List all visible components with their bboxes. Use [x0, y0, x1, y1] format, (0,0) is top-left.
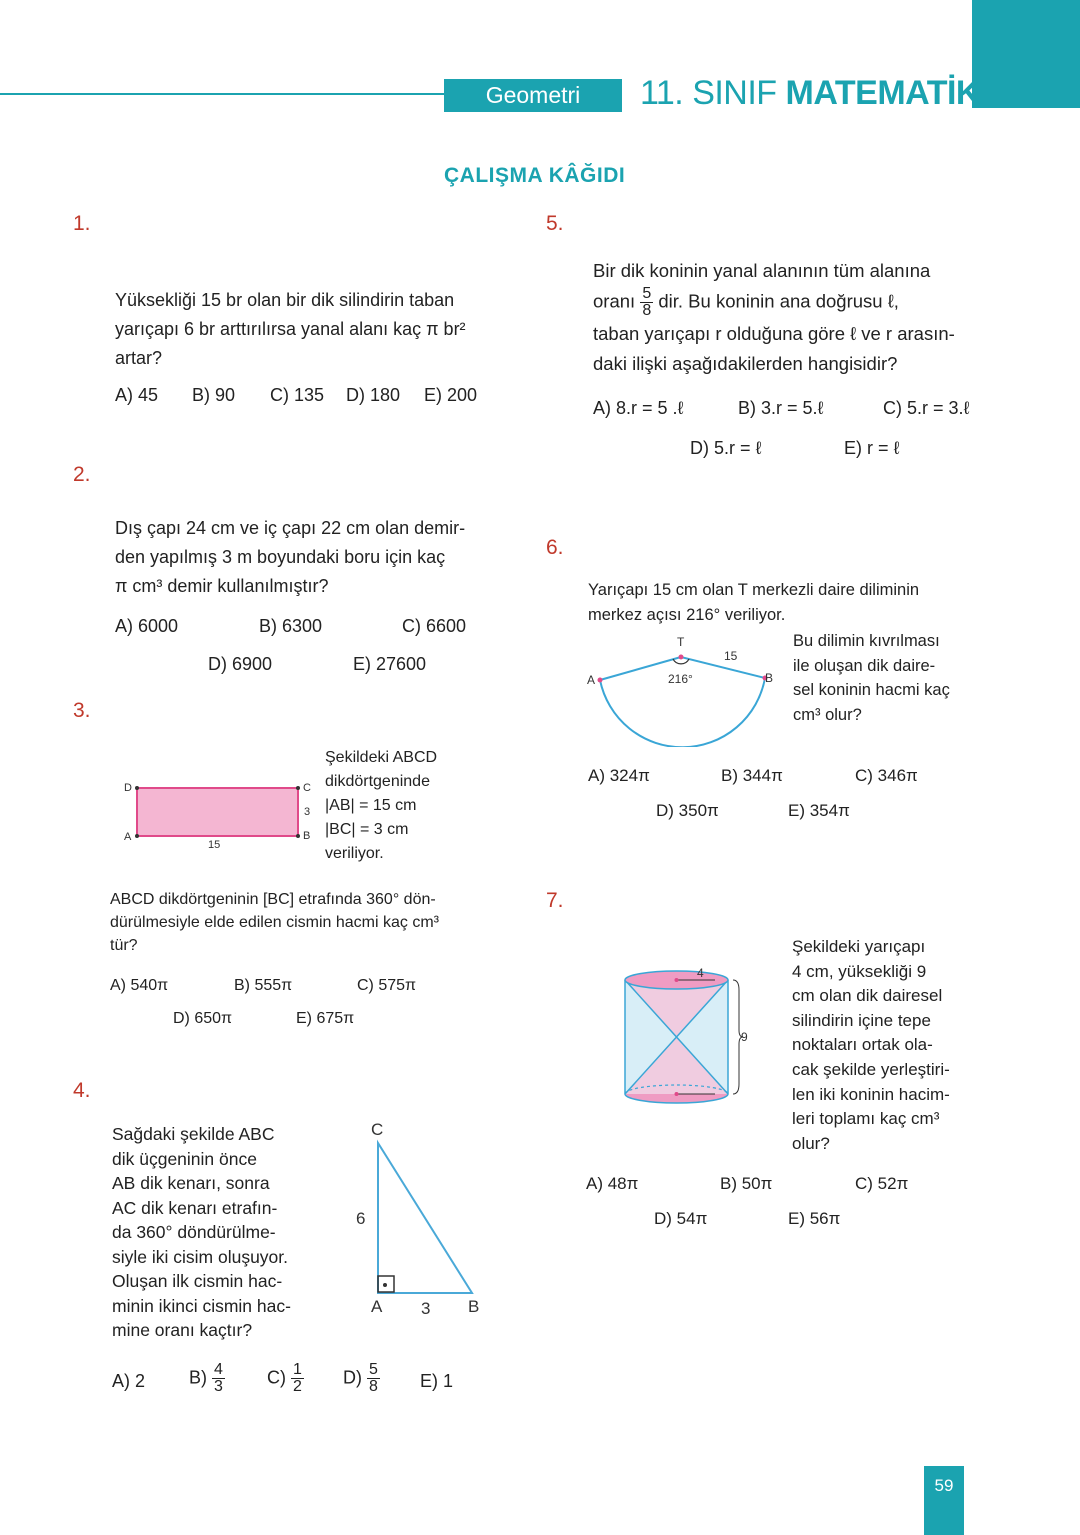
question-1-text: [115, 286, 466, 373]
ratio-suffix: dir. Bu koninin ana doğrusu ℓ,: [658, 290, 899, 312]
option[interactable]: E) 1: [420, 1371, 454, 1391]
text-line: Dış çapı 24 cm ve iç çapı 22 cm olan demir-: [115, 518, 466, 538]
option-label: B): [189, 1367, 207, 1388]
question-5-text: [593, 256, 955, 379]
option[interactable]: A) 8.r = 5 .ℓ: [593, 398, 684, 418]
endpoint-dot: [598, 678, 603, 683]
text-line: |BC| = 3 cm: [325, 821, 409, 838]
text-line: AB dik kenarı, sonra: [112, 1173, 270, 1193]
label-ac-length: 6: [356, 1209, 366, 1228]
vertex-dot: [296, 786, 300, 790]
text-line: daki ilişki aşağıdakilerden hangisidir?: [593, 353, 898, 374]
option[interactable]: D) 650π: [173, 1010, 233, 1027]
text-line: cm olan dik dairesel: [792, 986, 943, 1006]
vertex-dot: [135, 786, 139, 790]
cylinder-with-cones-figure: [615, 960, 755, 1110]
text-line: cak şekilde yerleştiri-: [792, 1059, 950, 1079]
text-line: dikdörtgeninde: [325, 773, 430, 790]
label-radius: 15: [724, 649, 738, 663]
option[interactable]: C) 346π: [855, 766, 918, 785]
course-title: [640, 74, 980, 113]
question-3-side-text: [325, 746, 437, 866]
sector-shape: [600, 657, 765, 747]
option[interactable]: C) 6600: [402, 616, 467, 636]
option[interactable]: [343, 1362, 380, 1395]
text-line: Şekildeki ABCD: [325, 749, 438, 766]
circular-sector-figure: [585, 632, 785, 747]
label-b: B: [765, 671, 774, 685]
text-line: leri toplamı kaç cm³: [792, 1109, 940, 1129]
option[interactable]: A) 540π: [110, 977, 169, 994]
right-triangle-figure: [345, 1115, 495, 1320]
option[interactable]: C) 135: [270, 385, 325, 405]
option[interactable]: A) 45: [115, 385, 159, 405]
fraction: [640, 286, 653, 319]
text-line: len iki koninin hacim-: [792, 1084, 950, 1104]
vertex-dot: [135, 834, 139, 838]
numerator: 5: [369, 1361, 378, 1378]
text-line: taban yarıçapı r olduğuna göre ℓ ve r arasın-: [593, 323, 955, 344]
vertex-dot: [296, 834, 300, 838]
text-line: ABCD dikdörtgeninin [BC] etrafında 360° dön-: [110, 891, 436, 908]
label-ab-length: 3: [421, 1299, 431, 1318]
label-angle: 216°: [668, 672, 693, 686]
text-line: artar?: [115, 348, 163, 368]
text-line: AC dik kenarı etrafın-: [112, 1197, 278, 1218]
label-b: B: [468, 1297, 480, 1316]
label-c: C: [371, 1120, 384, 1139]
question-number: 5.: [546, 212, 564, 235]
text-line: olur?: [792, 1133, 830, 1153]
label-c: C: [303, 782, 311, 794]
option[interactable]: C) 5.r = 3.ℓ: [883, 398, 970, 418]
text-line: Bir dik koninin yanal alanının tüm alanına: [593, 260, 931, 281]
option[interactable]: E) 200: [424, 385, 478, 405]
header-corner-block: [972, 0, 1080, 108]
text-line: 4 cm, yüksekliği 9: [792, 961, 927, 981]
numerator: 5: [642, 285, 652, 302]
text-line: Şekildeki yarıçapı: [792, 937, 926, 956]
numerator: 4: [214, 1361, 223, 1378]
center-dot: [675, 1092, 679, 1096]
text-line: yarıçapı 6 br arttırılırsa yanal alanı kaç π br²: [115, 319, 466, 339]
option[interactable]: A) 48π: [586, 1174, 639, 1193]
option[interactable]: D) 6900: [208, 654, 273, 674]
text-line: dik üçgeninin önce: [112, 1148, 257, 1169]
center-dot: [679, 655, 684, 660]
fraction: [291, 1362, 304, 1395]
text-line: Oluşan ilk cismin hac-: [112, 1271, 283, 1291]
subject-badge: [444, 79, 622, 112]
rectangle-shape: [137, 788, 298, 836]
text-line: Yarıçapı 15 cm olan T merkezli daire diliminin: [588, 581, 920, 599]
question-4-text: [112, 1122, 291, 1343]
question-6-side-text: [793, 629, 950, 727]
option-label: D): [343, 1367, 362, 1388]
text-line: tür?: [110, 937, 138, 954]
question-number: 1.: [73, 212, 91, 235]
text-line: dürülmesiyle elde edilen cismin hacmi kaç cm³: [110, 914, 440, 931]
center-dot: [675, 978, 679, 982]
text-line: sel koninin hacmi kaç: [793, 681, 950, 699]
question-number: 6.: [546, 536, 564, 559]
label-b: B: [303, 830, 311, 842]
triangle-shape: [378, 1143, 472, 1293]
option[interactable]: D) 180: [346, 385, 401, 405]
option[interactable]: B) 344π: [721, 766, 783, 785]
question-number: 7.: [546, 889, 564, 912]
question-6-text: [588, 578, 919, 628]
text-line: den yapılmış 3 m boyundaki boru için kaç: [115, 547, 446, 567]
label-height: 9: [741, 1030, 748, 1044]
option[interactable]: E) 354π: [788, 801, 850, 820]
page-number: 59: [924, 1466, 964, 1535]
text-line: π cm³ demir kullanılmıştır?: [115, 576, 329, 596]
option[interactable]: C) 52π: [855, 1174, 909, 1193]
option[interactable]: [267, 1362, 304, 1395]
option[interactable]: E) 27600: [353, 654, 427, 674]
text-line: noktaları ortak ola-: [792, 1035, 933, 1055]
option[interactable]: A) 324π: [588, 766, 650, 785]
subject-label: Geometri: [485, 82, 581, 108]
question-number: 4.: [73, 1079, 91, 1102]
option[interactable]: D) 350π: [656, 801, 719, 820]
option[interactable]: E) 675π: [296, 1010, 355, 1027]
question-7-side-text: [792, 935, 950, 1156]
text-line: Yüksekliği 15 br olan bir dik silindirin taban: [115, 290, 455, 310]
option[interactable]: E) r = ℓ: [844, 438, 900, 458]
option[interactable]: A) 6000: [115, 616, 179, 636]
option[interactable]: C) 575π: [357, 977, 417, 994]
denominator: 8: [642, 302, 652, 319]
label-ab-length: 15: [208, 839, 221, 851]
question-2-text: [115, 514, 465, 601]
option[interactable]: B) 6300: [259, 616, 323, 636]
option[interactable]: B) 50π: [720, 1174, 773, 1193]
text-line: da 360° döndürülme-: [112, 1222, 276, 1242]
text-line: siyle iki cisim oluşuyor.: [112, 1246, 289, 1267]
label-a: A: [371, 1297, 383, 1316]
label-a: A: [587, 673, 596, 687]
text-line: ile oluşan dik daire-: [793, 656, 936, 675]
label-t: T: [677, 635, 685, 649]
text-line: [593, 286, 955, 319]
header-rule: [0, 93, 444, 95]
text-line: Bu dilimin kıvrılması: [793, 632, 940, 650]
option[interactable]: D) 54π: [654, 1209, 708, 1228]
question-number: 2.: [73, 463, 91, 486]
page-title: ÇALIŞMA KÂĞIDI: [444, 164, 626, 187]
grade-label: 11. SINIF: [640, 74, 777, 112]
fraction: [212, 1362, 225, 1395]
label-a: A: [124, 831, 132, 843]
text-line: veriliyor.: [325, 845, 384, 862]
text-line: merkez açısı 216° veriliyor.: [588, 606, 786, 624]
text-line: mine oranı kaçtır?: [112, 1320, 253, 1340]
label-radius: 4: [697, 966, 704, 980]
option-label: C): [267, 1367, 286, 1388]
right-angle-dot: [383, 1283, 387, 1287]
text-line: |AB| = 15 cm: [325, 797, 417, 814]
option[interactable]: B) 90: [192, 385, 236, 405]
ratio-prefix: oranı: [593, 290, 636, 312]
denominator: 3: [214, 1378, 223, 1395]
text-line: Sağdaki şekilde ABC: [112, 1124, 275, 1144]
question-number: 3.: [73, 699, 91, 722]
option[interactable]: B) 555π: [234, 977, 293, 994]
text-line: silindirin içine tepe: [792, 1010, 931, 1030]
option[interactable]: B) 3.r = 5.ℓ: [738, 398, 824, 418]
text-line: cm³ olur?: [793, 705, 862, 724]
rectangle-figure: [118, 775, 318, 855]
course-label: MATEMATİK: [785, 74, 980, 112]
option[interactable]: [189, 1362, 225, 1395]
denominator: 2: [293, 1378, 302, 1395]
angle-arc: [673, 659, 689, 664]
fraction: [367, 1362, 380, 1395]
option[interactable]: E) 56π: [788, 1209, 841, 1228]
label-bc-length: 3: [304, 806, 311, 818]
question-3-text: [110, 888, 439, 957]
option[interactable]: A) 2: [112, 1371, 146, 1391]
option[interactable]: D) 5.r = ℓ: [690, 438, 762, 458]
label-d: D: [124, 782, 132, 794]
numerator: 1: [293, 1361, 302, 1378]
denominator: 8: [369, 1378, 378, 1395]
text-line: minin ikinci cismin hac-: [112, 1295, 291, 1316]
